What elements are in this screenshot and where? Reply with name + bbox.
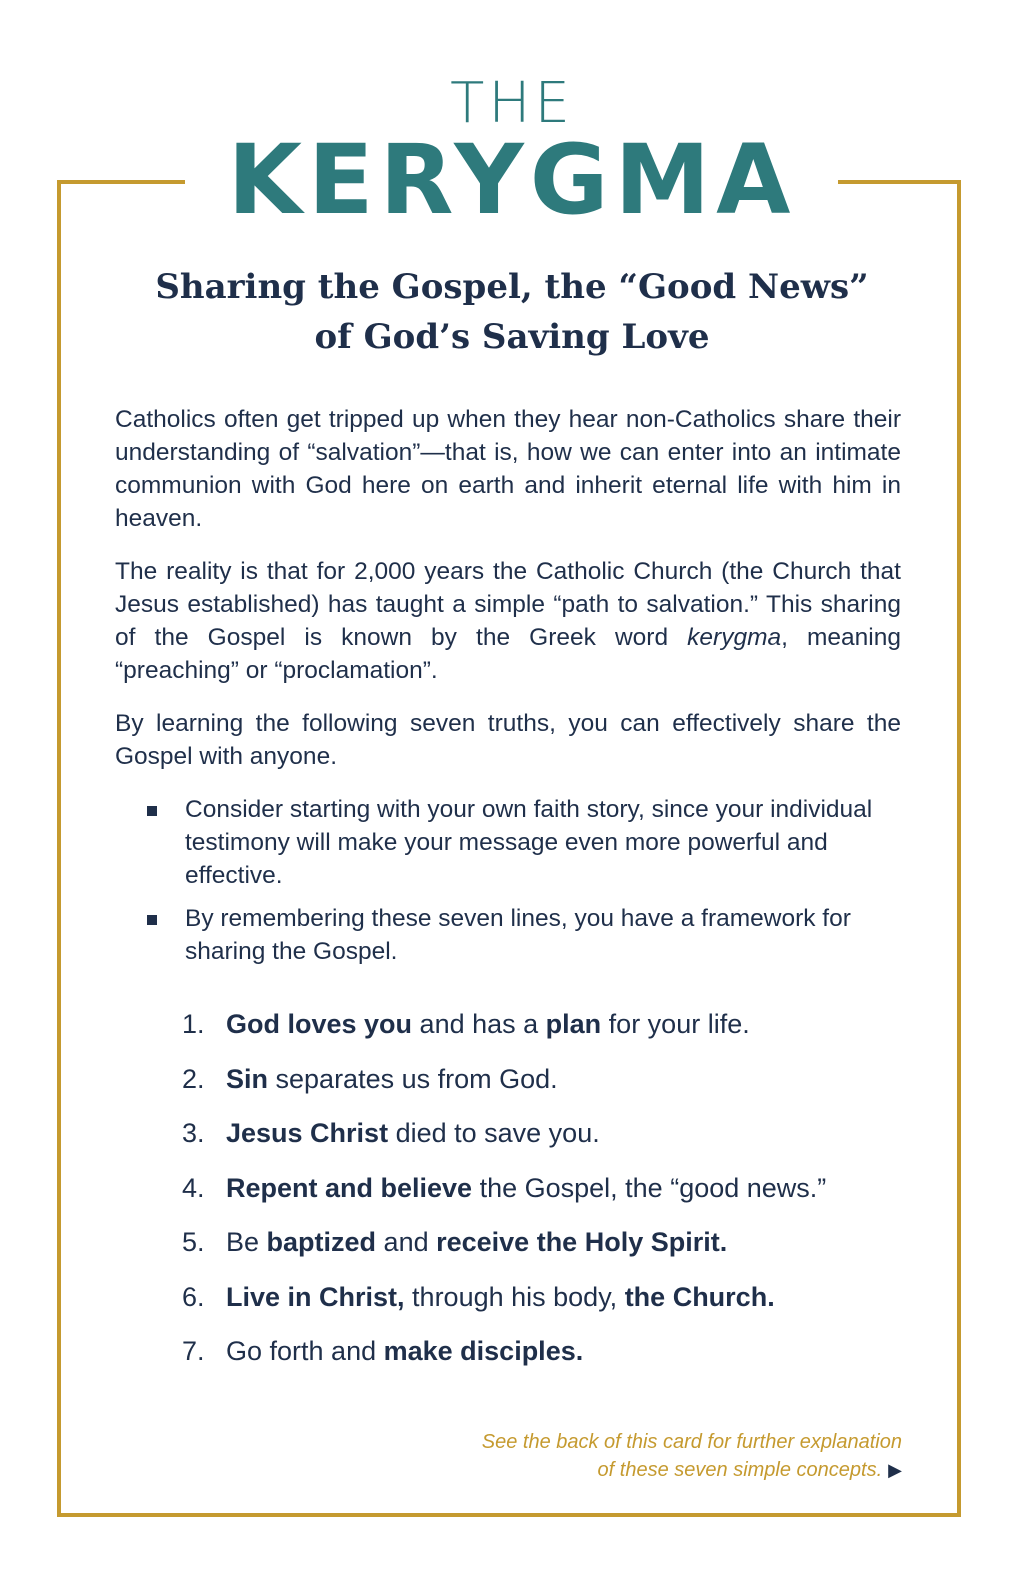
seven-truths-list [182, 1002, 902, 1384]
step-bold: baptized [266, 1227, 377, 1257]
step-number: 3. [182, 1118, 205, 1148]
step-bold: the Church. [624, 1281, 775, 1312]
subtitle-line-1: Sharing the Gospel, the “Good News” [155, 267, 869, 307]
bullet-list [115, 793, 901, 968]
subtitle [100, 262, 924, 362]
intro-paragraph-2-text-end: , meaning “preaching” or “proclamation”. [115, 624, 901, 684]
step-1 [182, 1002, 902, 1057]
title-the: THE [450, 71, 574, 136]
step-bold: God loves you [226, 1009, 413, 1039]
step-4 [182, 1166, 902, 1221]
footnote-line-1: See the back of this card for further explanation [481, 1431, 902, 1453]
intro-paragraph-3: By learning the following seven truths, you can effectively share the Gospel with anyone. [115, 710, 901, 770]
step-text: Be [226, 1227, 267, 1257]
bullet-item: Consider starting with your own faith story, since your individual testimony will make your message even more powerful and effective. [185, 793, 901, 892]
footnote-line-2 [400, 1456, 902, 1484]
step-text: and has a [412, 1009, 546, 1039]
step-bold: plan [545, 1009, 602, 1039]
footnote [400, 1428, 902, 1484]
step-number: 2. [182, 1063, 205, 1094]
step-2 [182, 1057, 902, 1112]
bullet-item: By remembering these seven lines, you have a framework for sharing the Gospel. [185, 902, 901, 968]
intro-paragraph-2 [115, 555, 901, 687]
play-arrow-icon: ▶ [888, 1460, 902, 1480]
step-text: for your life. [601, 1009, 750, 1039]
step-text: the Gospel, the “good news.” [472, 1172, 827, 1203]
step-number: 4. [182, 1172, 205, 1203]
step-text: Go forth and [226, 1336, 384, 1366]
intro-paragraph-1: Catholics often get tripped up when they hear non-Catholics share their understanding of “salvation”—that is, how we can enter into an intimate communion with God here on earth and inherit eternal life with him in heaven. [115, 406, 901, 532]
step-text: separates us from God. [268, 1063, 558, 1094]
intro-paragraph-2-text: The reality is that for 2,000 years the Catholic Church (the Church that Jesus established) has taught a simple “path to salvation.” This sharing of the Gospel is known by the Greek word [115, 558, 901, 651]
step-bold: Jesus Christ [226, 1118, 389, 1148]
step-number: 1. [182, 1009, 205, 1039]
step-bold: Sin [226, 1063, 269, 1094]
step-7 [182, 1329, 902, 1384]
step-text: died to save you. [388, 1118, 600, 1148]
step-3 [182, 1111, 902, 1166]
step-bold: Live in Christ, [226, 1281, 405, 1312]
kerygma-term: kerygma [687, 624, 782, 651]
intro-section [115, 403, 901, 978]
step-bold: receive the Holy Spirit. [436, 1227, 728, 1257]
title-kerygma: KERYGMA [227, 124, 797, 236]
step-number: 6. [182, 1281, 205, 1312]
step-text: and [376, 1227, 437, 1257]
step-text: through his body, [404, 1281, 625, 1312]
step-number: 7. [182, 1336, 205, 1366]
step-bold: Repent and believe [226, 1172, 473, 1203]
step-6 [182, 1275, 902, 1330]
footnote-line-2-text: of these seven simple concepts. [597, 1459, 883, 1481]
step-5 [182, 1220, 902, 1275]
subtitle-line-2: of God’s Saving Love [314, 317, 710, 357]
step-number: 5. [182, 1227, 205, 1257]
step-bold: make disciples. [383, 1336, 584, 1366]
